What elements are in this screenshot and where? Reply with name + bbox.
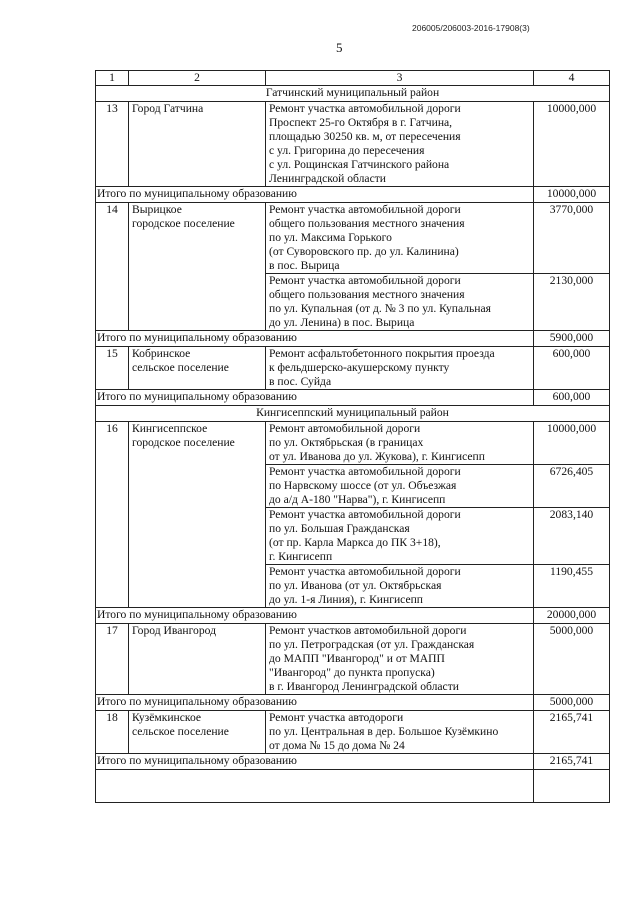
- work-description-line: до ул. Ленина) в пос. Вырица: [269, 316, 415, 329]
- work-sum: 2130,000: [534, 274, 610, 331]
- work-sum: 2165,741: [534, 711, 610, 754]
- section-title: Кингисеппский муниципальный район: [96, 406, 610, 422]
- entity-name-line: Кобринское: [132, 347, 191, 360]
- total-label: Итого по муниципальному образованию: [96, 187, 534, 203]
- work-description-line: до ул. 1-я Линия), г. Кингисепп: [269, 593, 424, 606]
- work-description-line: по ул. Большая Гражданская: [269, 522, 410, 535]
- work-description-line: Ремонт участка автомобильной дороги: [269, 565, 461, 578]
- work-description-line: с ул. Рощинская Гатчинского района: [269, 158, 450, 171]
- entity-number: 18: [96, 711, 129, 754]
- work-sum: 6726,405: [534, 465, 610, 508]
- work-description: [266, 347, 534, 390]
- table-row: [96, 711, 610, 754]
- work-description-line: Ремонт участка автомобильной дороги: [269, 102, 461, 115]
- work-description: [266, 465, 534, 508]
- total-label: Итого по муниципальному образованию: [96, 754, 534, 770]
- entity-name: [129, 203, 266, 331]
- work-description-line: Проспект 25-го Октября в г. Гатчина,: [269, 116, 453, 129]
- work-description-line: площадью 30250 кв. м, от пересечения: [269, 130, 461, 143]
- total-sum: 20000,000: [534, 608, 610, 624]
- work-description-line: (от Суворовского пр. до ул. Калинина): [269, 245, 459, 258]
- work-description-line: г. Кингисепп: [269, 550, 333, 563]
- work-description-line: (от пр. Карла Маркса до ПК 3+18),: [269, 536, 441, 549]
- entity-name-line: Кингисеппское: [132, 422, 208, 435]
- work-description-line: Ремонт участка автомобильной дороги: [269, 274, 461, 287]
- work-description-line: по ул. Максима Горького: [269, 231, 392, 244]
- entity-number: 16: [96, 422, 129, 608]
- section-row: [96, 406, 610, 422]
- empty-cell: [534, 770, 610, 803]
- total-sum: 600,000: [534, 390, 610, 406]
- total-row: [96, 695, 610, 711]
- entity-name: [129, 347, 266, 390]
- work-description: [266, 102, 534, 187]
- work-description-line: по Нарвскому шоссе (от ул. Объезжая: [269, 479, 457, 492]
- work-description-line: до а/д А-180 "Нарва"), г. Кингисепп: [269, 493, 446, 506]
- entity-number: 17: [96, 624, 129, 695]
- work-description: [266, 508, 534, 565]
- entity-name: [129, 711, 266, 754]
- work-description-line: по ул. Иванова (от ул. Октябрьская: [269, 579, 442, 592]
- work-description-line: по ул. Купальная (от д. № 3 по ул. Купальная: [269, 302, 491, 315]
- work-description-line: от ул. Иванова до ул. Жукова), г. Кингисепп: [269, 450, 485, 463]
- total-row: [96, 754, 610, 770]
- entity-name-line: сельское поселение: [132, 725, 229, 738]
- table-row: [96, 624, 610, 695]
- work-description: [266, 422, 534, 465]
- total-label: Итого по муниципальному образованию: [96, 331, 534, 347]
- total-sum: 10000,000: [534, 187, 610, 203]
- work-description-line: с ул. Григорина до пересечения: [269, 144, 425, 157]
- total-row: [96, 331, 610, 347]
- work-description: [266, 203, 534, 274]
- page-number: 5: [336, 40, 343, 55]
- work-description: [266, 274, 534, 331]
- work-description-line: Ремонт участка автомобильной дороги: [269, 203, 461, 216]
- work-sum: 10000,000: [534, 422, 610, 465]
- entity-name-line: сельское поселение: [132, 361, 229, 374]
- total-label: Итого по муниципальному образованию: [96, 695, 534, 711]
- table-row: [96, 347, 610, 390]
- table-row: [96, 203, 610, 274]
- work-description: [266, 624, 534, 695]
- road-repair-table: [95, 70, 610, 803]
- work-description-line: по ул. Центральная в дер. Большое Кузёмкино: [269, 725, 499, 738]
- total-row: [96, 390, 610, 406]
- work-sum: 10000,000: [534, 102, 610, 187]
- total-row: [96, 187, 610, 203]
- empty-cell: [96, 770, 534, 803]
- entity-number: 14: [96, 203, 129, 331]
- entity-name-line: городское поселение: [132, 436, 235, 449]
- document-code: 206005/206003-2016-17908(3): [412, 23, 530, 33]
- work-description-line: по ул. Октябрьская (в границах: [269, 436, 424, 449]
- table-row: [96, 422, 610, 465]
- section-title: Гатчинский муниципальный район: [96, 86, 610, 102]
- total-label: Итого по муниципальному образованию: [96, 390, 534, 406]
- work-description-line: в пос. Суйда: [269, 375, 332, 388]
- work-sum: 2083,140: [534, 508, 610, 565]
- work-description-line: Ремонт участка автомобильной дороги: [269, 508, 461, 521]
- work-description-line: "Ивангород" до пункта пропуска): [269, 666, 435, 679]
- work-sum: 1190,455: [534, 565, 610, 608]
- total-sum: 2165,741: [534, 754, 610, 770]
- work-sum: 600,000: [534, 347, 610, 390]
- work-description-line: до МАПП "Ивангород" и от МАПП: [269, 652, 445, 665]
- column-header: 1: [96, 71, 129, 86]
- work-description-line: к фельдшерско-акушерскому пункту: [269, 361, 450, 374]
- entity-name: [129, 422, 266, 608]
- work-description-line: от дома № 15 до дома № 24: [269, 739, 405, 752]
- entity-name-line: городское поселение: [132, 217, 235, 230]
- work-description-line: Ремонт автомобильной дороги: [269, 422, 421, 435]
- column-header: 3: [266, 71, 534, 86]
- column-header-row: [96, 71, 610, 86]
- work-description: [266, 565, 534, 608]
- work-description-line: общего пользования местного значения: [269, 217, 465, 230]
- entity-name-line: Город Ивангород: [132, 624, 217, 637]
- table-body: [96, 71, 610, 803]
- total-sum: 5000,000: [534, 695, 610, 711]
- column-header: 2: [129, 71, 266, 86]
- empty-row: [96, 770, 610, 803]
- total-label: Итого по муниципальному образованию: [96, 608, 534, 624]
- entity-name: [129, 624, 266, 695]
- total-row: [96, 608, 610, 624]
- entity-name-line: Город Гатчина: [132, 102, 204, 115]
- work-description-line: в пос. Вырица: [269, 259, 340, 272]
- total-sum: 5900,000: [534, 331, 610, 347]
- work-description: [266, 711, 534, 754]
- work-description-line: общего пользования местного значения: [269, 288, 465, 301]
- work-description-line: по ул. Петроградская (от ул. Гражданская: [269, 638, 475, 651]
- work-description-line: Ремонт асфальтобетонного покрытия проезда: [269, 347, 495, 360]
- work-description-line: Ремонт участков автомобильной дороги: [269, 624, 467, 637]
- work-description-line: Ремонт участка автомобильной дороги: [269, 465, 461, 478]
- table-row: [96, 102, 610, 187]
- work-description-line: Ленинградской области: [269, 172, 386, 185]
- work-sum: 5000,000: [534, 624, 610, 695]
- work-description-line: в г. Ивангород Ленинградской области: [269, 680, 459, 693]
- section-row: [96, 86, 610, 102]
- entity-number: 13: [96, 102, 129, 187]
- entity-name: [129, 102, 266, 187]
- work-description-line: Ремонт участка автодороги: [269, 711, 404, 724]
- column-header: 4: [534, 71, 610, 86]
- work-sum: 3770,000: [534, 203, 610, 274]
- entity-name-line: Вырицкое: [132, 203, 182, 216]
- entity-name-line: Кузёмкинское: [132, 711, 202, 724]
- entity-number: 15: [96, 347, 129, 390]
